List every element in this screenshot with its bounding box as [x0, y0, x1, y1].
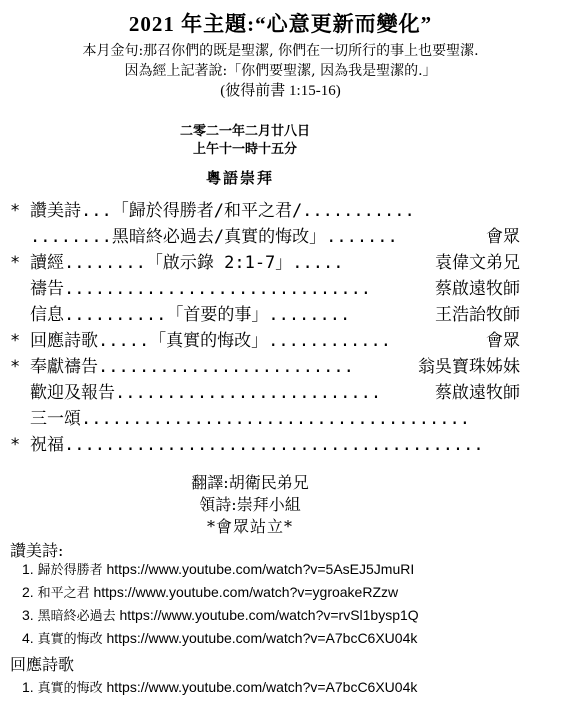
service-title: 粵語崇拜: [205, 169, 274, 187]
standing-marker: *: [10, 435, 21, 455]
service-date: 二零二一年二月廿八日: [179, 124, 310, 139]
order-item-text: 三一頌......................................: [30, 409, 470, 429]
hymn-number: 3.: [22, 607, 34, 623]
hymn-link-list: [22, 558, 419, 650]
hymn-title: 和平之君: [37, 586, 90, 601]
order-row-hymns: [10, 198, 530, 224]
hymn-link-item: [22, 581, 419, 604]
order-row-scripture: [10, 250, 530, 276]
hymn-link-item: [22, 604, 419, 627]
order-item-text: 信息..........「首要的事」........: [30, 305, 351, 325]
response-link-item: [22, 676, 417, 699]
order-item-text: 奉獻禱告.........................: [30, 357, 354, 377]
response-title: 真實的悔改: [37, 681, 103, 696]
order-row-announcements: [10, 380, 530, 406]
order-of-service: [10, 198, 530, 458]
memory-verse-line-2: 因為經上記著說:「你們要聖潔, 因為我是聖潔的.」: [124, 63, 437, 79]
worship-lead-credit: 領詩:崇拜小組: [199, 495, 301, 514]
order-row-doxology: [10, 406, 530, 432]
service-time: 上午十一時十五分: [192, 142, 297, 157]
order-item-leader: 袁偉文弟兄: [431, 250, 520, 276]
hymn-number: 1.: [22, 561, 34, 577]
response-hymn-heading: 回應詩歌: [10, 655, 75, 674]
hymn-video-link[interactable]: https://www.youtube.com/watch?v=5AsEJ5JmuRI: [106, 561, 415, 577]
hymn-video-link[interactable]: https://www.youtube.com/watch?v=ygroakeRZzw: [93, 584, 399, 600]
order-item-text: 祝福.........................................: [30, 435, 484, 455]
order-item-leader: 王浩詒牧師: [431, 302, 520, 328]
hymn-link-item: [22, 558, 419, 581]
response-link-list: [22, 676, 417, 699]
order-item-text: 禱告..............................: [30, 279, 372, 299]
response-number: 1.: [22, 679, 34, 695]
order-item-leader: 翁吳寶珠姊妹: [414, 354, 520, 380]
hymn-title: 歸於得勝者: [37, 563, 103, 578]
hymn-title: 黑暗終必過去: [37, 609, 116, 624]
order-row-offering: [10, 354, 530, 380]
order-row-sermon: [10, 302, 530, 328]
hymn-link-item: [22, 627, 419, 650]
memory-verse-line-1: 本月金句:那召你們的既是聖潔, 你們在一切所行的事上也要聖潔.: [82, 43, 479, 59]
hymn-video-link[interactable]: https://www.youtube.com/watch?v=A7bcC6XU04k: [106, 630, 418, 646]
order-item-leader: 會眾: [482, 328, 520, 354]
congregation-stand-note: *會眾站立*: [206, 517, 293, 536]
hymns-heading: 讚美詩:: [10, 541, 64, 560]
order-row-benediction: [10, 432, 530, 458]
order-item-text: 讚美詩...「歸於得勝者/和平之君/...........: [30, 201, 415, 221]
order-item-text: 讀經........「啟示錄 2:1-7」.....: [30, 253, 344, 273]
standing-marker: *: [10, 201, 21, 221]
memory-verse-reference: (彼得前書 1:15-16): [220, 83, 341, 99]
order-row-hymns-cont: [10, 224, 530, 250]
standing-marker: *: [10, 253, 21, 273]
response-video-link[interactable]: https://www.youtube.com/watch?v=A7bcC6XU04k: [106, 679, 418, 695]
order-item-text: 歡迎及報告..........................: [30, 383, 382, 403]
translation-credit: 翻譯:胡衛民弟兄: [191, 473, 309, 492]
order-item-text: 回應詩歌.....「真實的悔改」............: [30, 331, 391, 351]
hymn-title: 真實的悔改: [37, 632, 103, 647]
standing-marker: *: [10, 331, 21, 351]
order-item-leader: 會眾: [482, 224, 520, 250]
hymn-video-link[interactable]: https://www.youtube.com/watch?v=rvSl1bysp1Q: [119, 607, 419, 623]
hymn-number: 4.: [22, 630, 34, 646]
theme-title: 2021 年主題:“心意更新而變化”: [128, 12, 433, 36]
order-item-leader: 蔡啟遠牧師: [431, 380, 520, 406]
standing-marker: *: [10, 357, 21, 377]
order-item-text: ........黑暗終必過去/真實的悔改」.......: [30, 227, 398, 247]
order-row-response-hymn: [10, 328, 530, 354]
order-item-leader: 蔡啟遠牧師: [431, 276, 520, 302]
order-row-prayer: [10, 276, 530, 302]
hymn-number: 2.: [22, 584, 34, 600]
